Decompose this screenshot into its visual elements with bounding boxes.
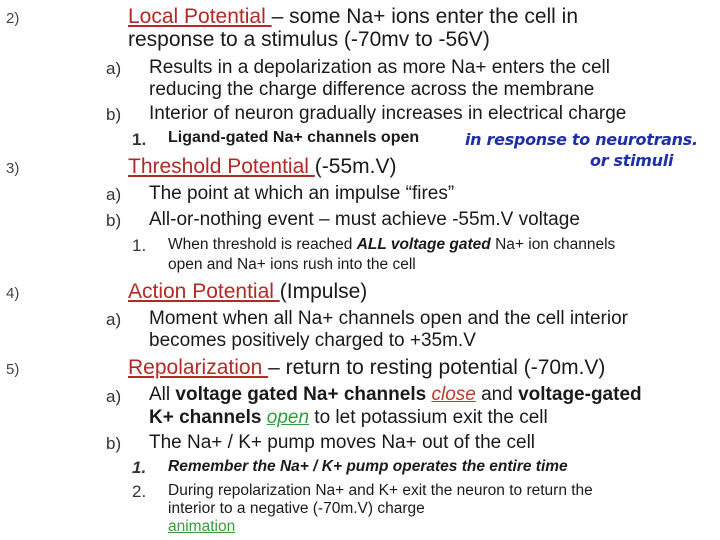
- item-4a-line2: becomes positively charged to +35m.V: [149, 330, 476, 351]
- item-5b-marker: b): [106, 434, 122, 453]
- item-5b2-line1: During repolarization Na+ and K+ exit the neuron to return the: [168, 482, 593, 499]
- item-5b-line1: The Na+ / K+ pump moves Na+ out of the cell: [149, 432, 536, 453]
- item-2b1-marker: 1.: [132, 130, 147, 149]
- item-5b1-text: Remember the Na+ / K+ pump operates the entire time: [168, 458, 568, 475]
- item-2b-line1: Interior of neuron gradually increases in electrical charge: [149, 103, 627, 124]
- item-4-number: 4): [6, 285, 20, 302]
- item-3b1-line1: [168, 236, 615, 254]
- item-5a-line2-rest: to let potassium exit the cell: [309, 407, 548, 428]
- item-2a-line2: reducing the charge difference across the membrane: [149, 79, 595, 100]
- item-2b1-text: Ligand-gated Na+ channels open: [168, 129, 420, 146]
- item-3-heading-rest: (-55m.V): [314, 155, 397, 178]
- item-5a-line1: [149, 384, 642, 406]
- item-3-number: 3): [6, 160, 20, 177]
- item-5-title: Repolarization: [128, 356, 269, 379]
- item-3-title: Threshold Potential: [128, 155, 315, 178]
- item-5a-marker: a): [106, 387, 122, 406]
- item-4a-line1: Moment when all Na+ channels open and the cell interior: [149, 308, 628, 329]
- handwritten-note-line2: or stimuli: [590, 151, 674, 170]
- animation-link[interactable]: animation: [168, 518, 236, 535]
- item-3b1-post: Na+ ion channels: [490, 236, 616, 253]
- item-3b1-marker: 1.: [132, 236, 147, 255]
- item-5a-open: open: [266, 407, 310, 428]
- item-2a-marker: a): [106, 59, 122, 78]
- item-3a-marker: a): [106, 185, 122, 204]
- item-5a-pre: All: [149, 384, 176, 405]
- item-4-heading: [128, 280, 367, 303]
- item-2-title: Local Potential: [128, 5, 272, 28]
- item-4a-marker: a): [106, 310, 122, 329]
- item-5a-line2-bold: K+ channels: [149, 407, 267, 428]
- item-3b1-pre: When threshold is reached: [168, 236, 357, 253]
- item-5b2-line2: interior to a negative (-70m.V) charge: [168, 500, 425, 517]
- item-3b1-line2: open and Na+ ions rush into the cell: [168, 256, 416, 273]
- item-5a-bold2: voltage-gated: [518, 384, 642, 405]
- handwritten-note-line1: in response to neurotrans.: [465, 130, 698, 149]
- item-2-heading-line2: response to a stimulus (-70mv to -56V): [128, 28, 490, 51]
- item-2-heading: [128, 5, 578, 28]
- item-3b-marker: b): [106, 211, 122, 230]
- item-3b-line1: All-or-nothing event – must achieve -55m.V voltage: [149, 209, 580, 230]
- item-2-number: 2): [6, 10, 20, 27]
- item-4-title: Action Potential: [128, 280, 280, 303]
- item-3-heading: [128, 155, 396, 178]
- item-5a-and: and: [475, 384, 519, 405]
- item-2a-line1: Results in a depolarization as more Na+ enters the cell: [149, 57, 610, 78]
- item-5b1-marker: 1.: [132, 458, 147, 477]
- item-3b1-bold: ALL voltage gated: [356, 236, 491, 253]
- item-3a-line1: The point at which an impulse “fires”: [149, 183, 455, 204]
- item-5a-bold1: voltage gated Na+ channels: [175, 384, 432, 405]
- item-2-heading-rest: – some Na+ ions enter the cell in: [271, 5, 579, 28]
- item-5a-close: close: [431, 384, 476, 405]
- item-5a-line2: [149, 407, 548, 429]
- item-5b2-marker: 2.: [132, 482, 147, 501]
- item-4-heading-rest: (Impulse): [279, 280, 368, 303]
- item-2b-marker: b): [106, 105, 122, 124]
- item-5-number: 5): [6, 361, 20, 378]
- item-5-heading-rest: – return to resting potential (-70m.V): [268, 356, 606, 379]
- item-5-heading: [128, 356, 605, 379]
